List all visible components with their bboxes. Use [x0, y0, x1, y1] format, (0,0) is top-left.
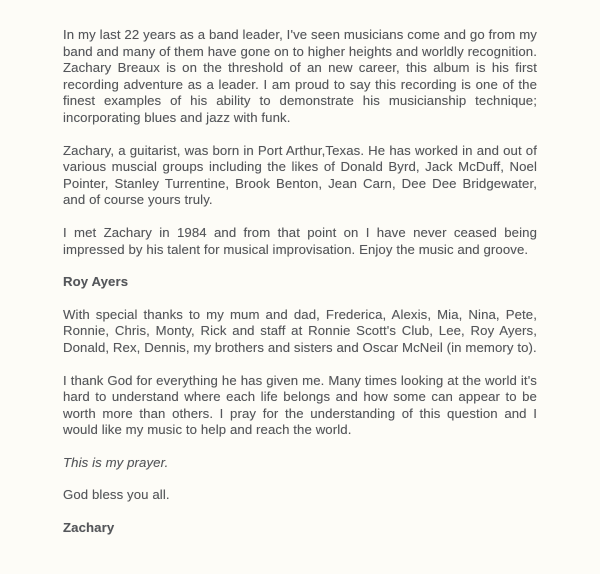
paragraph-zachary-bio: Zachary, a guitarist, was born in Port Arthur,Texas. He has worked in and out of various muscial groups including the likes of Donald Byrd, Jack McDuff, Noel Pointer, Stanley Turrentine, Brook Benton, Jean Carn, Dee Dee Bridgewater, and of course yours truly. [63, 142, 537, 208]
paragraph-met-zachary: I met Zachary in 1984 and from that point on I have never ceased being impressed by his talent for musical improvisation. Enjoy the music and groove. [63, 224, 537, 257]
line-this-is-my-prayer: This is my prayer. [63, 454, 169, 470]
line-god-bless: God bless you all. [63, 487, 170, 503]
paragraph-thank-god: I thank God for everything he has given me. Many times looking at the world it's hard to understand where each life belongs and how some can appear to be worth more than others. I pray for the understanding of this question and I would like my music to help and reach the world. [63, 372, 537, 438]
paragraph-special-thanks: With special thanks to my mum and dad, Frederica, Alexis, Mia, Nina, Pete, Ronnie, Chris, Monty, Rick and staff at Ronnie Scott's Club, Lee, Roy Ayers, Donald, Rex, Dennis, my brothers and sisters and Oscar McNeil (in memory to). [63, 306, 537, 355]
signature-roy-ayers: Roy Ayers [63, 274, 129, 290]
paragraph-band-leader-intro: In my last 22 years as a band leader, I've seen musicians come and go from my band and many of them have gone on to higher heights and worldly recognition. Zachary Breaux is on the threshold of an new career, this album is his first recording adventure as a leader. I am proud to say this recording is one of the finest examples of his ability to demonstrate his musicianship technique; incorporating blues and jazz with funk. [63, 27, 537, 125]
liner-notes-text-block [63, 27, 537, 537]
signature-zachary: Zachary [63, 520, 115, 536]
